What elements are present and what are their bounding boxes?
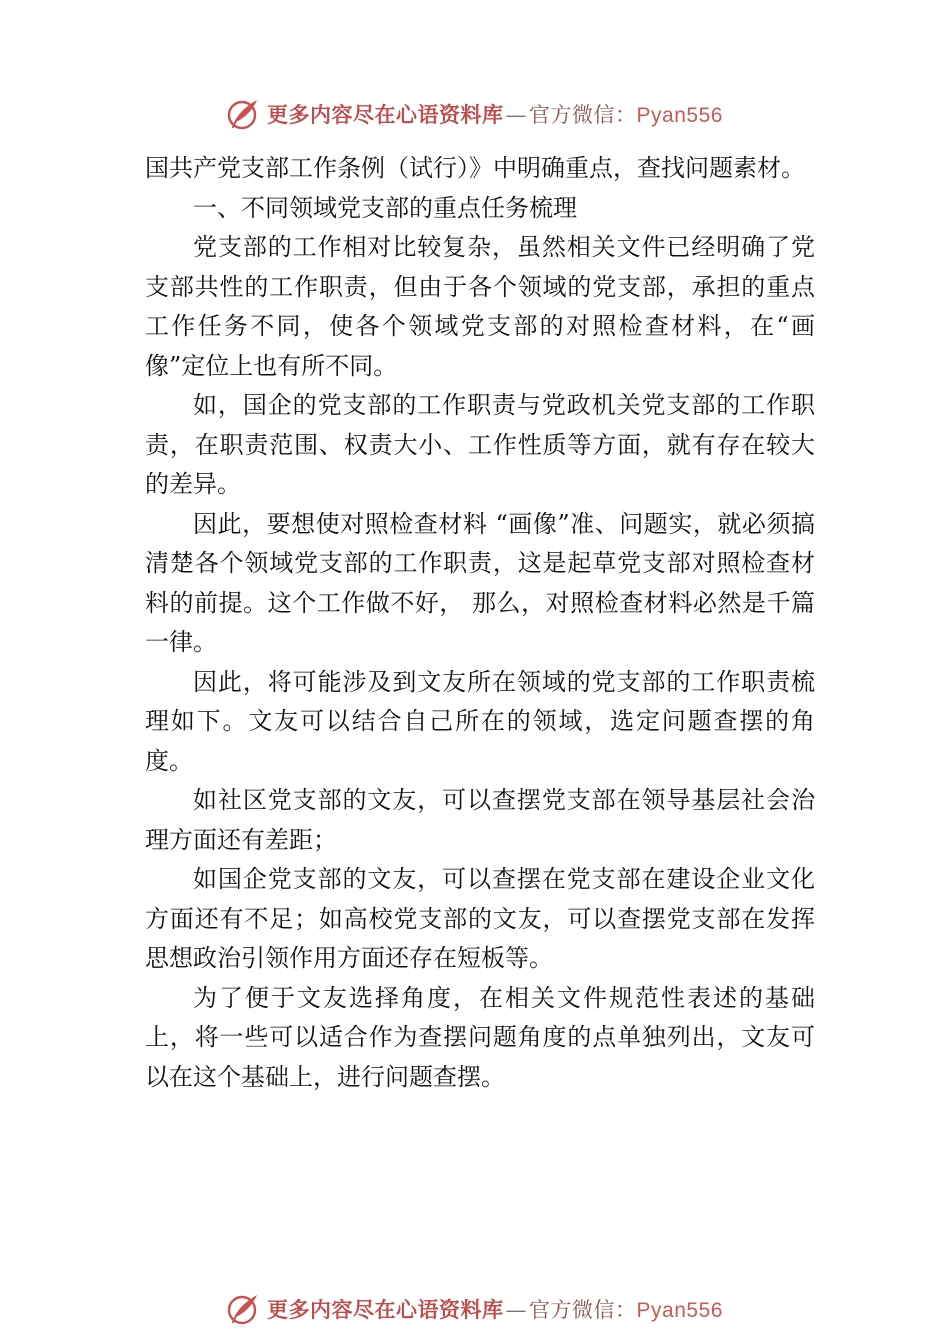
banner-lead: 更多内容尽在心语资料库 xyxy=(267,1297,504,1322)
banner-wechat-id: Pyan556 xyxy=(636,1299,723,1322)
paragraph: 因此，将可能涉及到文友所在领域的党支部的工作职责梳理如下。文友可以结合自己所在的领域，选定问题查摆的角度。 xyxy=(145,667,815,775)
banner-tail: 官方微信： xyxy=(529,1298,637,1322)
quill-logo-icon xyxy=(227,97,261,131)
banner-text xyxy=(267,99,723,129)
paragraph: 国共产党支部工作条例（试行）》中明确重点，查找问题素材。 xyxy=(145,154,805,182)
document-body xyxy=(145,149,815,1097)
footer-banner xyxy=(0,1287,950,1331)
banner-separator: — xyxy=(505,1298,528,1322)
paragraph: 如国企党支部的文友，可以查摆在党支部在建设企业文化方面还有不足；如高校党支部的文友，可以查摆党支部在发挥思想政治引领作用方面还存在短板等。 xyxy=(145,865,815,972)
banner-text xyxy=(267,1294,723,1324)
quill-logo-icon xyxy=(227,1292,261,1326)
paragraph: 为了便于文友选择角度，在相关文件规范性表述的基础上，将一些可以适合作为查摆问题角度的点单独列出，文友可以在这个基础上，进行问题查摆。 xyxy=(145,983,815,1091)
banner-separator: — xyxy=(505,103,528,127)
paragraph: 如社区党支部的文友，可以查摆党支部在领导基层社会治理方面还有差距； xyxy=(145,786,815,854)
paragraph: 因此，要想使对照检查材料 “画像”准、问题实，就必须搞清楚各个领域党支部的工作职责，这是起草党支部对照检查材料的前提。这个工作做不好， 那么，对照检查材料必然是千篇一律。 xyxy=(145,509,815,656)
section-heading: 一、不同领域党支部的重点任务梳理 xyxy=(193,193,577,222)
banner-lead: 更多内容尽在心语资料库 xyxy=(267,102,504,127)
banner-tail: 官方微信： xyxy=(529,103,637,127)
banner-wechat-id: Pyan556 xyxy=(636,104,723,127)
paragraph: 如，国企的党支部的工作职责与党政机关党支部的工作职责，在职责范围、权责大小、工作性质等方面，就有存在较大的差异。 xyxy=(145,391,815,498)
header-banner xyxy=(0,92,950,136)
paragraph: 党支部的工作相对比较复杂，虽然相关文件已经明确了党支部共性的工作职责，但由于各个领域的党支部，承担的重点工作任务不同，使各个领域党支部的对照检查材料，在“画像”定位上也有所不同。 xyxy=(145,233,815,380)
